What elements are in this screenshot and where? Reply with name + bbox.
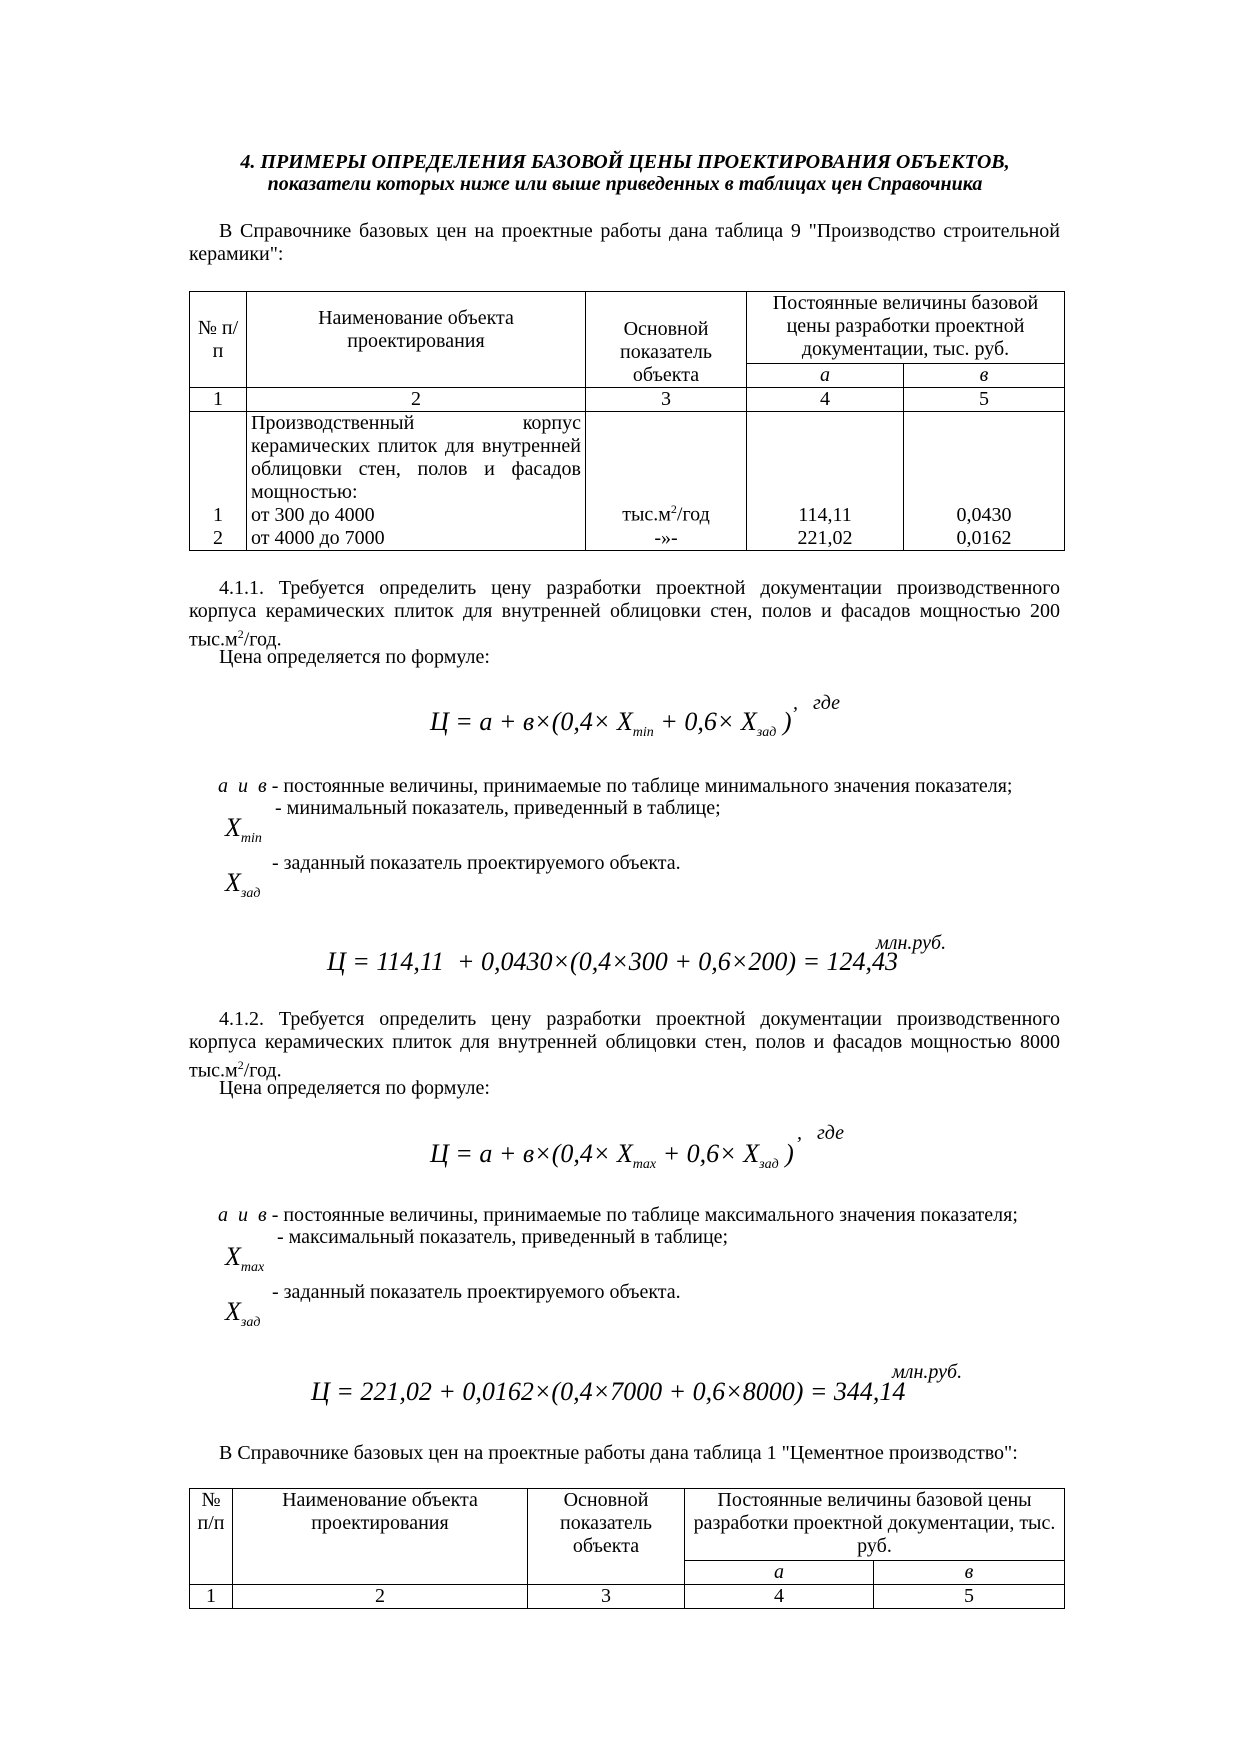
formula-part: ) (778, 1139, 794, 1168)
formula-sub: зад (759, 1157, 779, 1173)
cell-unit: -»- (654, 527, 678, 549)
intro-paragraph-1: В Справочнике базовых цен на проектные работы дана таблица 9 "Производство строительной керамики": (189, 220, 1060, 265)
table-row (190, 412, 1065, 551)
header-b: в (904, 364, 1065, 388)
def-text: - постоянные величины, принимаемые по таблице максимального значения показателя; (271, 1204, 1018, 1226)
header-name: Наименование объекта проектирования (233, 1489, 528, 1585)
var: X (225, 1297, 241, 1326)
header-constants: Постоянные величины базовой цены разработки проектной документации, тыс. руб. (685, 1489, 1065, 1561)
var-sub: max (240, 1260, 265, 1276)
result-1: Ц = 114,11 + 0,0430×(0,4×300 + 0,6×200) = 124,43 (327, 947, 899, 976)
header-num: № п/п (190, 292, 247, 388)
colnum: 4 (747, 388, 904, 412)
formula-intro-1: Цена определяется по формуле: (219, 646, 490, 668)
cell-name: от 300 до 4000 (251, 504, 375, 526)
result-unit-1: млн.руб. (876, 932, 947, 954)
header-a: а (685, 1561, 874, 1585)
var-sub: min (240, 831, 262, 847)
result-unit-2: млн.руб. (892, 1361, 963, 1383)
colnum: 1 (190, 1585, 233, 1609)
para-sup: 2 (237, 1058, 244, 1072)
where-label-1: , где (793, 692, 841, 714)
title-line-1: 4. ПРИМЕРЫ ОПРЕДЕЛЕНИЯ БАЗОВОЙ ЦЕНЫ ПРОЕКТИРОВАНИЯ ОБЪЕКТОВ, (240, 151, 1010, 173)
def-text: - постоянные величины, принимаемые по таблице минимального значения показателя; (271, 775, 1013, 797)
cell-a: 114,11 (798, 504, 852, 526)
formula-1 (430, 707, 792, 744)
header-constants: Постоянные величины базовой цены разработки проектной документации, тыс. руб. (747, 292, 1065, 364)
def-text-3b: - заданный показатель проектируемого объекта. (272, 1281, 681, 1303)
formula-part: Ц = а + в×(0,4× X (430, 707, 633, 736)
def-var: а и в (218, 1204, 267, 1226)
formula-part: + 0,6× X (653, 707, 757, 736)
header-a: а (747, 364, 904, 388)
header-indicator: Основной показатель объекта (586, 292, 747, 388)
unit-text: тыс.м (622, 504, 671, 526)
def-ab-2 (218, 1204, 1018, 1227)
colnum: 2 (233, 1585, 528, 1609)
example-2-paragraph (189, 1008, 1060, 1083)
var-xmax (225, 1242, 265, 1279)
title-line-2: показатели которых ниже или выше приведенных в таблицах цен Справочника (267, 173, 983, 195)
cell-name: от 4000 до 7000 (251, 527, 385, 549)
cell-group-name: Производственный корпус керамических плиток для внутренней облицовки стен, полов и фасадов мощностью: (251, 412, 581, 503)
cell-b: 0,0430 (956, 504, 1012, 526)
para-sup: 2 (237, 627, 244, 641)
where-label-2: , где (797, 1122, 845, 1144)
formula-sub: max (632, 1157, 657, 1173)
unit-tail: /год (676, 504, 710, 526)
para-text: 4.1.2. Требуется определить цену разработки проектной документации производственного корпуса керамических плиток для внутренней облицовки стен, полов и фасадов мощностью 8000 тыс.м (189, 1008, 1060, 1082)
para-tail: /год. (243, 1059, 282, 1082)
header-b: в (874, 1561, 1065, 1585)
formula-sub: min (632, 725, 654, 741)
cell-unit (590, 498, 742, 527)
var: X (225, 868, 241, 897)
colnum: 5 (874, 1585, 1065, 1609)
para-text: 4.1.1. Требуется определить цену разработки проектной документации производственного корпуса керамических плиток для внутренней облицовки стен, полов и фасадов мощностью 200 тыс.м (189, 577, 1060, 651)
cell-num: 1 (213, 504, 223, 526)
colnum: 3 (586, 388, 747, 412)
section-title (189, 151, 1061, 196)
formula-sub: зад (756, 725, 777, 741)
colnum: 1 (190, 388, 247, 412)
header-num: № п/п (190, 1489, 233, 1585)
formula-2 (430, 1139, 794, 1176)
cell-b: 0,0162 (956, 527, 1012, 549)
def-text-2: - минимальный показатель, приведенный в таблице; (275, 797, 721, 819)
colnum: 5 (904, 388, 1065, 412)
def-ab-1 (218, 775, 1012, 798)
var-xzad-2 (225, 1297, 261, 1334)
var: X (225, 813, 241, 842)
colnum: 4 (685, 1585, 874, 1609)
var-sub: зад (240, 886, 261, 902)
var-xzad (225, 868, 261, 905)
header-name: Наименование объекта проектирования (247, 292, 586, 388)
para-tail: /год. (243, 628, 282, 651)
cell-num: 2 (213, 527, 223, 549)
formula-part: ) (776, 707, 792, 736)
cell-a: 221,02 (797, 527, 853, 549)
var-xmin (225, 813, 262, 850)
formula-intro-2: Цена определяется по формуле: (219, 1077, 490, 1099)
formula-part: + 0,6× X (656, 1139, 760, 1168)
header-indicator: Основной показатель объекта (528, 1489, 685, 1585)
colnum: 2 (247, 388, 586, 412)
colnum: 3 (528, 1585, 685, 1609)
example-1-paragraph (189, 577, 1060, 652)
result-2: Ц = 221,02 + 0,0162×(0,4×7000 + 0,6×8000) = 344,14 (311, 1377, 906, 1406)
def-var: а и в (218, 775, 267, 797)
unit-sup: 2 (670, 502, 677, 517)
var: X (225, 1242, 241, 1271)
def-text-3: - заданный показатель проектируемого объекта. (272, 852, 681, 874)
def-text-2b: - максимальный показатель, приведенный в таблице; (277, 1226, 729, 1248)
intro-paragraph-2: В Справочнике базовых цен на проектные работы дана таблица 1 "Цементное производство": (219, 1442, 1018, 1464)
formula-part: Ц = а + в×(0,4× X (430, 1139, 633, 1168)
table-ceramics (189, 291, 1065, 551)
table-cement (189, 1488, 1065, 1609)
var-sub: зад (240, 1315, 261, 1331)
